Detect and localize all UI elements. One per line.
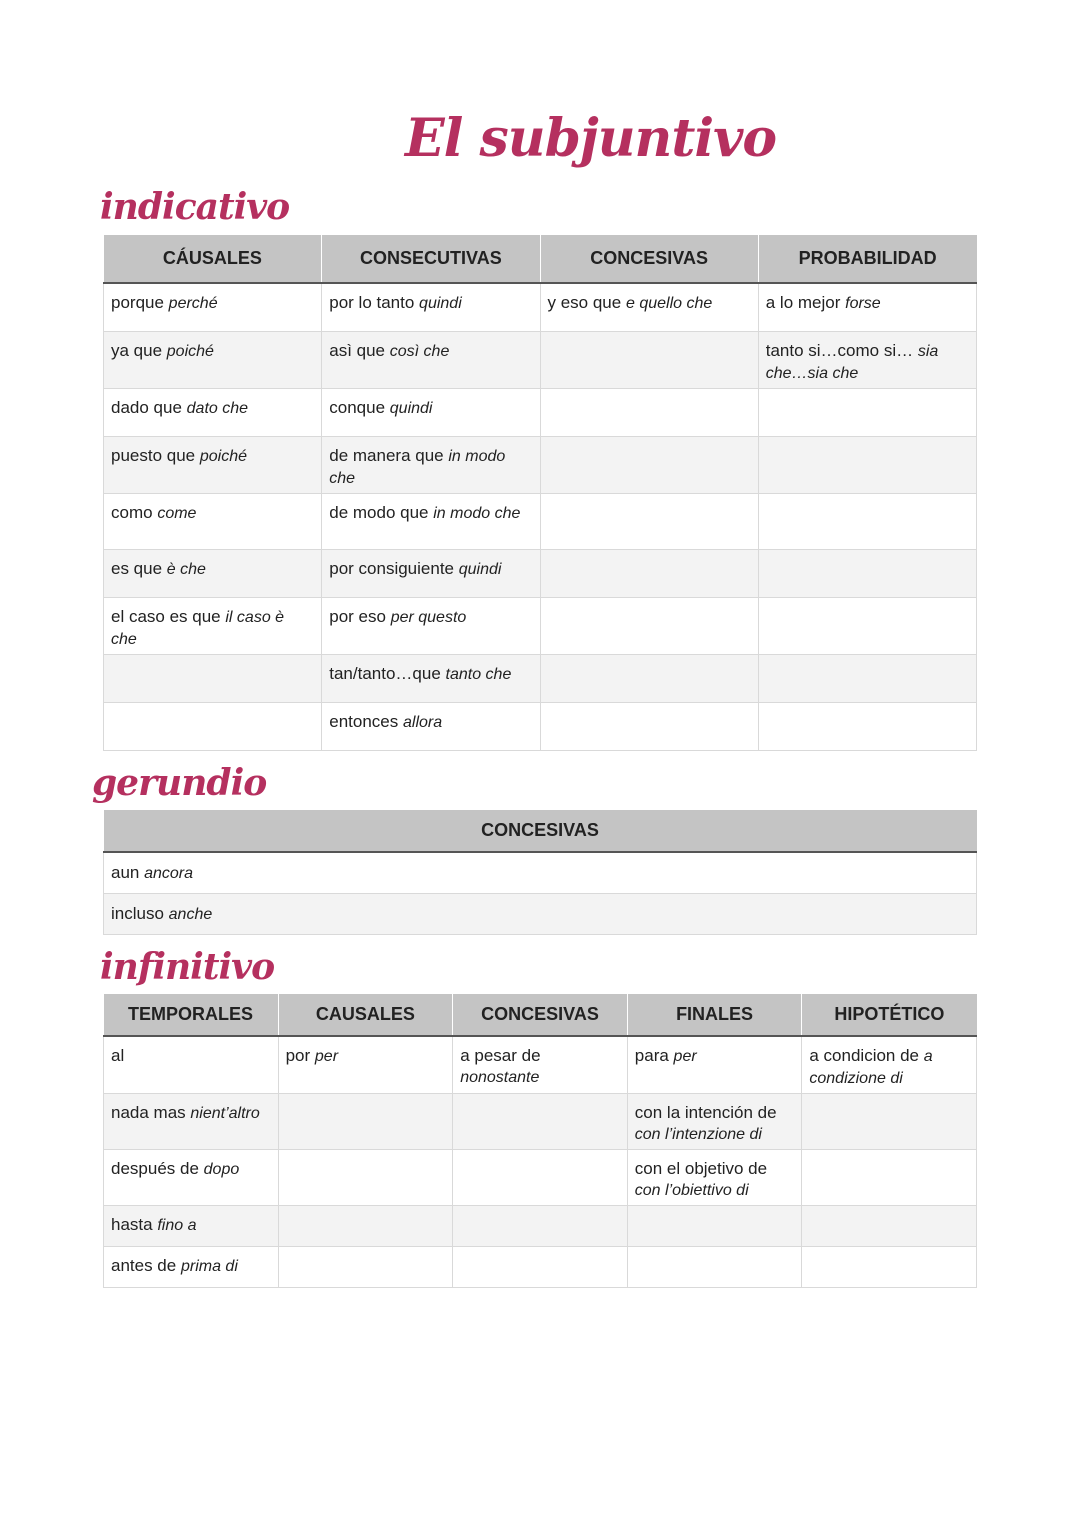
table-cell — [758, 331, 976, 388]
table-cell — [758, 597, 976, 654]
table-cell — [802, 1036, 977, 1094]
table-cell — [540, 283, 758, 331]
table-row — [104, 893, 977, 934]
spanish-term: ya que — [111, 340, 163, 360]
table-cell — [540, 493, 758, 549]
italian-translation: poiché — [199, 447, 248, 465]
table-cell — [322, 597, 540, 654]
table-cell — [453, 1206, 628, 1247]
spanish-term: tanto si…como si… — [765, 340, 914, 360]
header-row — [104, 994, 977, 1036]
table-row — [104, 654, 977, 702]
table-cell — [453, 1150, 628, 1206]
table-cell — [104, 702, 322, 750]
table-cell — [104, 331, 322, 388]
spanish-term: al — [111, 1046, 125, 1065]
spanish-term: es que — [111, 558, 163, 578]
table-cell — [104, 549, 322, 597]
table-cell — [802, 1206, 977, 1247]
table-cell — [104, 1150, 279, 1206]
table-cell — [322, 702, 540, 750]
table-cell — [322, 654, 540, 702]
italian-translation: così che — [389, 342, 450, 360]
table-cell — [104, 1247, 279, 1288]
column-header: HIPOTÉTICO — [802, 994, 977, 1036]
italian-translation: anche — [168, 905, 213, 923]
table-cell — [627, 1247, 802, 1288]
table-cell — [104, 1206, 279, 1247]
column-header: FINALES — [627, 994, 802, 1036]
spanish-term: tan/tanto…que — [329, 663, 441, 683]
italian-translation: dopo — [203, 1161, 240, 1178]
table-cell — [278, 1094, 453, 1150]
section-heading-indicativo: indicativo — [100, 186, 290, 228]
spanish-term: con la intención de — [634, 1103, 777, 1122]
table-cell — [758, 702, 976, 750]
table-row — [104, 493, 977, 549]
column-header: PROBABILIDAD — [758, 235, 976, 283]
table-cell — [453, 1247, 628, 1288]
spanish-term: y eso que — [547, 293, 622, 312]
spanish-term: después de — [111, 1159, 199, 1178]
spanish-term: por consiguiente — [329, 558, 455, 578]
column-header: CONCESIVAS — [104, 810, 977, 852]
spanish-term: incluso — [111, 903, 164, 923]
table-cell — [104, 493, 322, 549]
italian-translation: poiché — [166, 342, 214, 360]
italian-translation: con l’intenzione di — [634, 1126, 762, 1143]
table-row — [104, 388, 977, 436]
header-row — [104, 810, 977, 852]
table-cell — [104, 597, 322, 654]
spanish-term: de modo que — [329, 502, 429, 522]
spanish-term: nada mas — [111, 1103, 186, 1122]
table-cell — [322, 283, 540, 331]
italian-translation: fino a — [157, 1217, 197, 1234]
spanish-term: porque — [111, 293, 164, 312]
table-cell — [540, 702, 758, 750]
table-cell — [278, 1036, 453, 1094]
italian-translation: per questo — [390, 608, 467, 626]
table-row — [104, 436, 977, 493]
table-cell — [322, 388, 540, 436]
italian-translation: a condizione di — [809, 1048, 933, 1087]
indicativo-table — [103, 235, 977, 751]
column-header: CÁUSALES — [104, 235, 322, 283]
italian-translation: per — [673, 1048, 697, 1065]
spanish-term: por eso — [329, 606, 386, 626]
italian-translation: nonostante — [460, 1069, 540, 1086]
column-header: CONCESIVAS — [453, 994, 628, 1036]
table-cell — [540, 654, 758, 702]
table-row — [104, 702, 977, 750]
table-cell — [627, 1206, 802, 1247]
table-cell — [540, 388, 758, 436]
spanish-term: conque — [329, 397, 386, 417]
italian-translation: come — [157, 504, 197, 522]
column-header: CAUSALES — [278, 994, 453, 1036]
table-cell — [627, 1094, 802, 1150]
table-cell — [453, 1094, 628, 1150]
italian-translation: in modo che — [329, 447, 506, 487]
page-title: El subjuntivo — [405, 108, 777, 169]
spanish-term: a lo mejor — [765, 293, 841, 312]
italian-translation: il caso è che — [111, 608, 285, 648]
spanish-term: con el objetivo de — [634, 1159, 768, 1178]
table-row — [104, 852, 977, 893]
italian-translation: quindi — [389, 399, 433, 417]
section-heading-infinitivo: infinitivo — [100, 946, 275, 988]
table-row — [104, 1247, 977, 1288]
table-cell — [104, 893, 977, 934]
italian-translation: per — [314, 1048, 339, 1065]
table-cell — [278, 1150, 453, 1206]
table-cell — [802, 1150, 977, 1206]
italian-translation: e quello che — [625, 295, 713, 312]
table-cell — [278, 1247, 453, 1288]
table-row — [104, 549, 977, 597]
italian-translation: quindi — [419, 295, 462, 312]
italian-translation: dato che — [186, 399, 249, 417]
table-row — [104, 1094, 977, 1150]
italian-translation: perché — [168, 295, 218, 312]
table-cell — [104, 388, 322, 436]
italian-translation: con l’obiettivo di — [634, 1182, 749, 1199]
table-cell — [104, 654, 322, 702]
table-cell — [104, 436, 322, 493]
table-cell — [322, 436, 540, 493]
table-row — [104, 331, 977, 388]
spanish-term: dado que — [111, 397, 182, 417]
table-row — [104, 1206, 977, 1247]
spanish-term: puesto que — [111, 445, 196, 465]
table-cell — [758, 493, 976, 549]
table-cell — [104, 852, 977, 893]
table-row — [104, 597, 977, 654]
italian-translation: nient’altro — [190, 1105, 260, 1122]
table-cell — [758, 436, 976, 493]
italian-translation: tanto che — [445, 665, 512, 683]
table-cell — [540, 549, 758, 597]
table-cell — [758, 654, 976, 702]
section-heading-gerundio: gerundio — [92, 762, 267, 804]
table-cell — [453, 1036, 628, 1094]
gerundio-table — [103, 810, 977, 935]
table-cell — [627, 1150, 802, 1206]
spanish-term: de manera que — [329, 445, 444, 465]
italian-translation: prima di — [180, 1258, 238, 1275]
spanish-term: a pesar de — [460, 1046, 541, 1065]
table-cell — [104, 1094, 279, 1150]
italian-translation: allora — [402, 713, 443, 731]
column-header: CONCESIVAS — [540, 235, 758, 283]
spanish-term: por — [285, 1046, 311, 1065]
spanish-term: para — [634, 1046, 669, 1065]
header-row — [104, 235, 977, 283]
column-header: TEMPORALES — [104, 994, 279, 1036]
table-cell — [802, 1247, 977, 1288]
table-cell — [802, 1094, 977, 1150]
column-header: CONSECUTIVAS — [322, 235, 540, 283]
table-cell — [758, 549, 976, 597]
table-cell — [322, 549, 540, 597]
spanish-term: por lo tanto — [329, 293, 415, 312]
table-row — [104, 283, 977, 331]
table-cell — [627, 1036, 802, 1094]
table-cell — [104, 1036, 279, 1094]
table-cell — [540, 436, 758, 493]
infinitivo-table — [103, 994, 977, 1288]
table-cell — [758, 283, 976, 331]
italian-translation: sia che…sia che — [765, 342, 939, 382]
table-row — [104, 1036, 977, 1094]
table-cell — [540, 331, 758, 388]
spanish-term: entonces — [329, 711, 399, 731]
spanish-term: antes de — [111, 1256, 177, 1275]
italian-translation: quindi — [458, 560, 502, 578]
italian-translation: forse — [845, 295, 881, 312]
table-cell — [104, 283, 322, 331]
table-cell — [758, 388, 976, 436]
spanish-term: hasta — [111, 1215, 153, 1234]
spanish-term: aun — [111, 863, 140, 882]
table-cell — [540, 597, 758, 654]
spanish-term: como — [111, 502, 153, 522]
spanish-term: a condicion de — [809, 1046, 920, 1065]
spanish-term: asì que — [329, 340, 386, 360]
table-row — [104, 1150, 977, 1206]
table-cell — [322, 331, 540, 388]
table-cell — [322, 493, 540, 549]
italian-translation: ancora — [144, 865, 194, 882]
spanish-term: el caso es que — [111, 606, 221, 626]
table-cell — [278, 1206, 453, 1247]
italian-translation: in modo che — [433, 504, 521, 522]
italian-translation: è che — [166, 560, 206, 578]
